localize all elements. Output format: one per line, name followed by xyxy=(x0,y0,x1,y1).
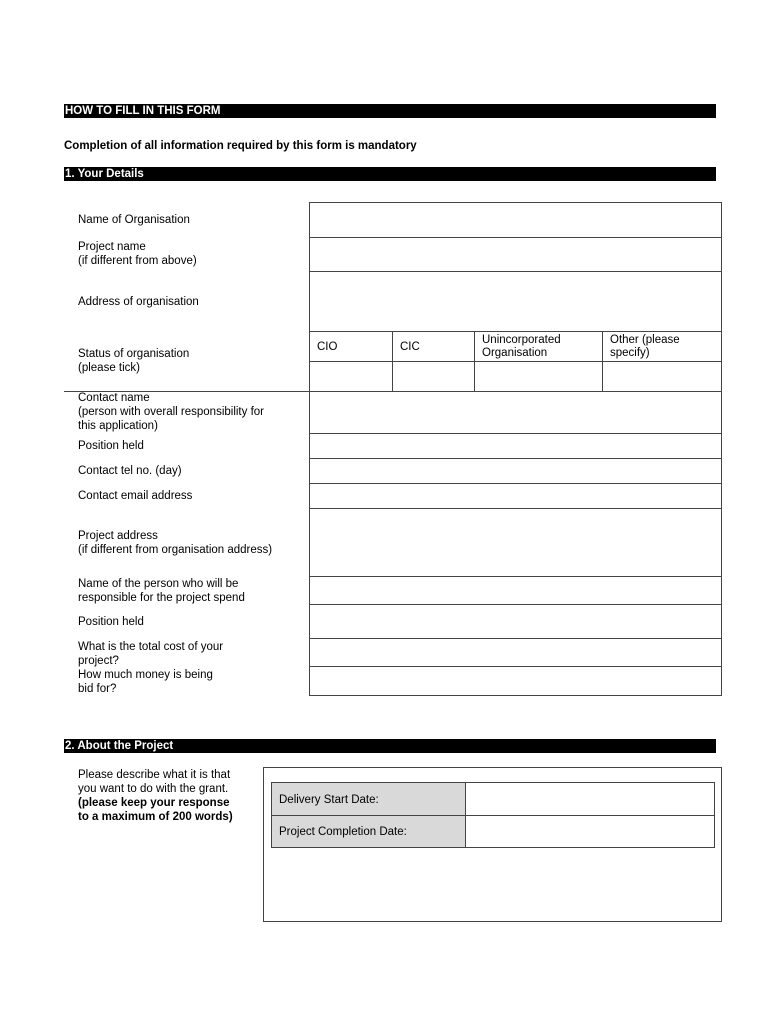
label-status-line2: (please tick) xyxy=(78,362,140,374)
grid-divider xyxy=(309,331,722,332)
label-contact-line2: (person with overall responsibility for xyxy=(78,406,264,418)
label-describe-line4: to a maximum of 200 words) xyxy=(78,811,233,823)
label-total-cost-line2: project? xyxy=(78,655,119,667)
project-address-input[interactable] xyxy=(310,509,721,576)
contact-name-input[interactable] xyxy=(310,392,721,433)
section-about-project-heading: 2. About the Project xyxy=(64,739,716,753)
status-other-line1: Other (please xyxy=(610,334,680,346)
label-organisation-address: Address of organisation xyxy=(78,296,199,308)
contact-email-input[interactable] xyxy=(310,484,721,508)
bid-amount-input[interactable] xyxy=(310,667,721,695)
label-project-name-line1: Project name xyxy=(78,241,146,253)
organisation-address-input[interactable] xyxy=(310,272,721,331)
section-your-details-heading: 1. Your Details xyxy=(64,167,716,181)
label-spend-person xyxy=(78,577,306,605)
status-option-other xyxy=(610,334,680,360)
label-spend-person-line1: Name of the person who will be xyxy=(78,578,239,590)
label-contact-line3: this application) xyxy=(78,420,158,432)
label-position-held-2: Position held xyxy=(78,616,144,628)
tick-other[interactable] xyxy=(603,362,721,391)
label-position-held: Position held xyxy=(78,440,144,452)
project-name-input[interactable] xyxy=(310,238,721,271)
label-project-name xyxy=(78,240,306,268)
label-describe-line3: (please keep your response xyxy=(78,797,230,809)
label-contact-email: Contact email address xyxy=(78,490,193,502)
label-project-address-line2: (if different from organisation address) xyxy=(78,544,273,556)
label-bid-line2: bid for? xyxy=(78,683,117,695)
label-project-address xyxy=(78,529,306,557)
status-unincorporated-line1: Unincorporated xyxy=(482,334,561,346)
mandatory-notice: Completion of all information required by this form is mandatory xyxy=(64,140,417,152)
organisation-name-input[interactable] xyxy=(310,203,721,237)
label-organisation-name: Name of Organisation xyxy=(78,214,190,226)
position-held-input[interactable] xyxy=(310,434,721,458)
tick-cio[interactable] xyxy=(310,362,392,391)
tick-cic[interactable] xyxy=(393,362,474,391)
completion-date-label: Project Completion Date: xyxy=(279,826,407,838)
spend-person-input[interactable] xyxy=(310,577,721,604)
label-project-address-line1: Project address xyxy=(78,530,158,542)
label-bid-line1: How much money is being xyxy=(78,669,213,681)
label-contact-tel: Contact tel no. (day) xyxy=(78,465,182,477)
status-option-cio: CIO xyxy=(317,341,338,353)
status-unincorporated-line2: Organisation xyxy=(482,347,548,359)
status-other-line2: specify) xyxy=(610,347,650,359)
label-organisation-status xyxy=(78,347,306,375)
label-status-line1: Status of organisation xyxy=(78,348,190,360)
total-cost-input[interactable] xyxy=(310,639,721,666)
label-describe-line1: Please describe what it is that xyxy=(78,769,231,781)
label-project-description xyxy=(78,768,263,824)
label-contact-line1: Contact name xyxy=(78,392,150,404)
position-held-2-input[interactable] xyxy=(310,605,721,638)
delivery-start-date-input[interactable] xyxy=(466,783,714,815)
label-contact-name xyxy=(78,391,306,433)
label-total-cost xyxy=(78,640,306,696)
label-project-name-line2: (if different from above) xyxy=(78,255,197,267)
how-to-fill-heading: HOW TO FILL IN THIS FORM xyxy=(64,104,716,118)
tick-unincorporated[interactable] xyxy=(475,362,602,391)
label-describe-line2: you want to do with the grant. xyxy=(78,783,229,795)
status-option-unincorporated xyxy=(482,334,561,360)
delivery-start-label: Delivery Start Date: xyxy=(279,794,379,806)
contact-tel-input[interactable] xyxy=(310,459,721,483)
completion-date-input[interactable] xyxy=(466,816,714,847)
label-spend-person-line2: responsible for the project spend xyxy=(78,592,245,604)
label-total-cost-line1: What is the total cost of your xyxy=(78,641,224,653)
status-option-cic: CIC xyxy=(400,341,420,353)
